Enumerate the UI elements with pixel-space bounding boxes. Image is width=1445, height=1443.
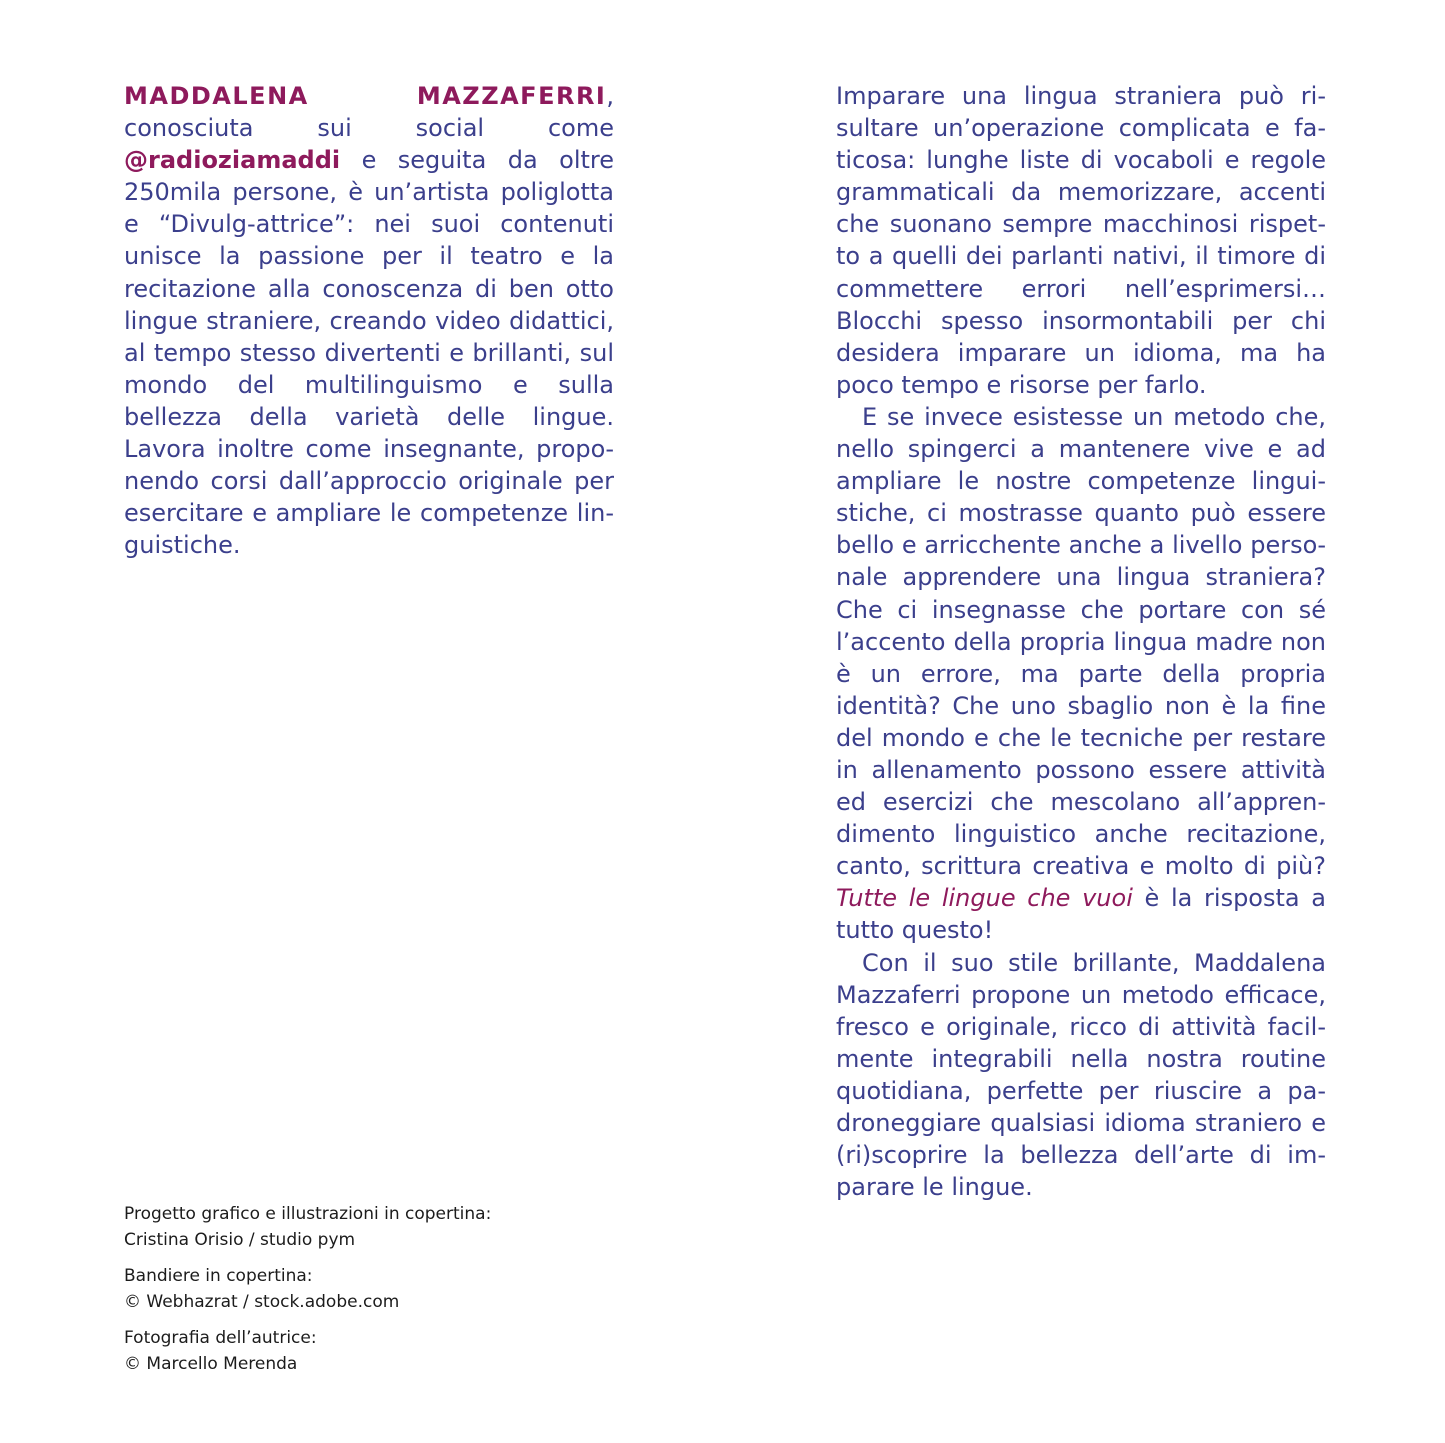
- book-blurb: [836, 80, 1326, 1203]
- credit-flags: [124, 1263, 584, 1315]
- credit-label: Bandiere in copertina:: [124, 1266, 313, 1286]
- credit-value: © Webhazrat / stock.adobe.com: [124, 1292, 400, 1312]
- blurb-paragraph-2-end: è la risposta a tutto questo!: [836, 884, 1326, 945]
- author-bio-text-1: , conosciuta sui social come: [124, 82, 614, 143]
- author-name: MADDALENA MAZZAFERRI: [124, 82, 607, 110]
- blurb-paragraph-2-text: E se invece esistesse un metodo che, nello spingerci a mantenere vive e ad ampliare le nostre competenze linguistiche, ci mostrasse quanto può essere bello e arricchente anche a livello personale apprendere una lingua straniera? Che ci insegnasse che portare con sé l’accento della propria lingua madre non è un errore, ma parte della propria identità? Che uno sbaglio non è la fine del mondo e che le tecniche per restare in allenamento possono essere attività ed esercizi che mescolano all’apprendimento linguistico anche recitazione, canto, scrittura creativa e molto di più?: [836, 402, 1326, 881]
- author-bio-text-2: e seguita da oltre 250mila persone, è un’artista poliglotta e “Divulg-attrice”: nei suoi contenuti unisce la passione per il teatro e la recitazione alla conoscenza di ben otto lingue straniere, creando video didattici, al tempo stesso divertenti e brillanti, sul mondo del multilinguismo e sulla bellezza della varietà delle lingue. Lavora inoltre come insegnante, proponendo corsi dall’approccio originale per esercitare e ampliare le competenze linguistiche.: [124, 146, 614, 560]
- credit-value: Cristina Orisio / studio pym: [124, 1230, 356, 1250]
- author-social-handle: @radioziamaddi: [124, 146, 341, 175]
- credit-label: Fotografia dell’autrice:: [124, 1328, 317, 1348]
- credit-label: Progetto grafico e illustrazioni in copertina:: [124, 1204, 492, 1224]
- blurb-paragraph-2: [836, 401, 1326, 947]
- credit-value: © Marcello Merenda: [124, 1354, 298, 1374]
- credits: [124, 1201, 584, 1387]
- blurb-paragraph-3: Con il suo stile brillante, Maddalena Mazzaferri propone un metodo efficace, fresco e originale, ricco di attività facilmente integrabili nella nostra routine quotidiana, perfette per riuscire a padroneggiare qualsiasi idioma straniero e (ri)scoprire la bellezza dell’arte di imparare le lingue.: [836, 948, 1326, 1202]
- author-bio-paragraph: [124, 80, 614, 561]
- credit-cover-design: [124, 1201, 584, 1253]
- author-bio: [124, 80, 614, 561]
- book-title: Tutte le lingue che vuoi: [836, 884, 1133, 913]
- credit-author-photo: [124, 1325, 584, 1377]
- blurb-paragraph-1: Imparare una lingua straniera può risultare un’operazione complicata e faticosa: lunghe liste di vocaboli e regole grammaticali da memorizzare, accenti che suonano sempre macchinosi rispetto a quelli dei parlanti nativi, il timore di commettere errori nell’esprimersi… Blocchi spesso insormontabili per chi desidera imparare un idioma, ma ha poco tempo e risorse per farlo.: [836, 82, 1326, 399]
